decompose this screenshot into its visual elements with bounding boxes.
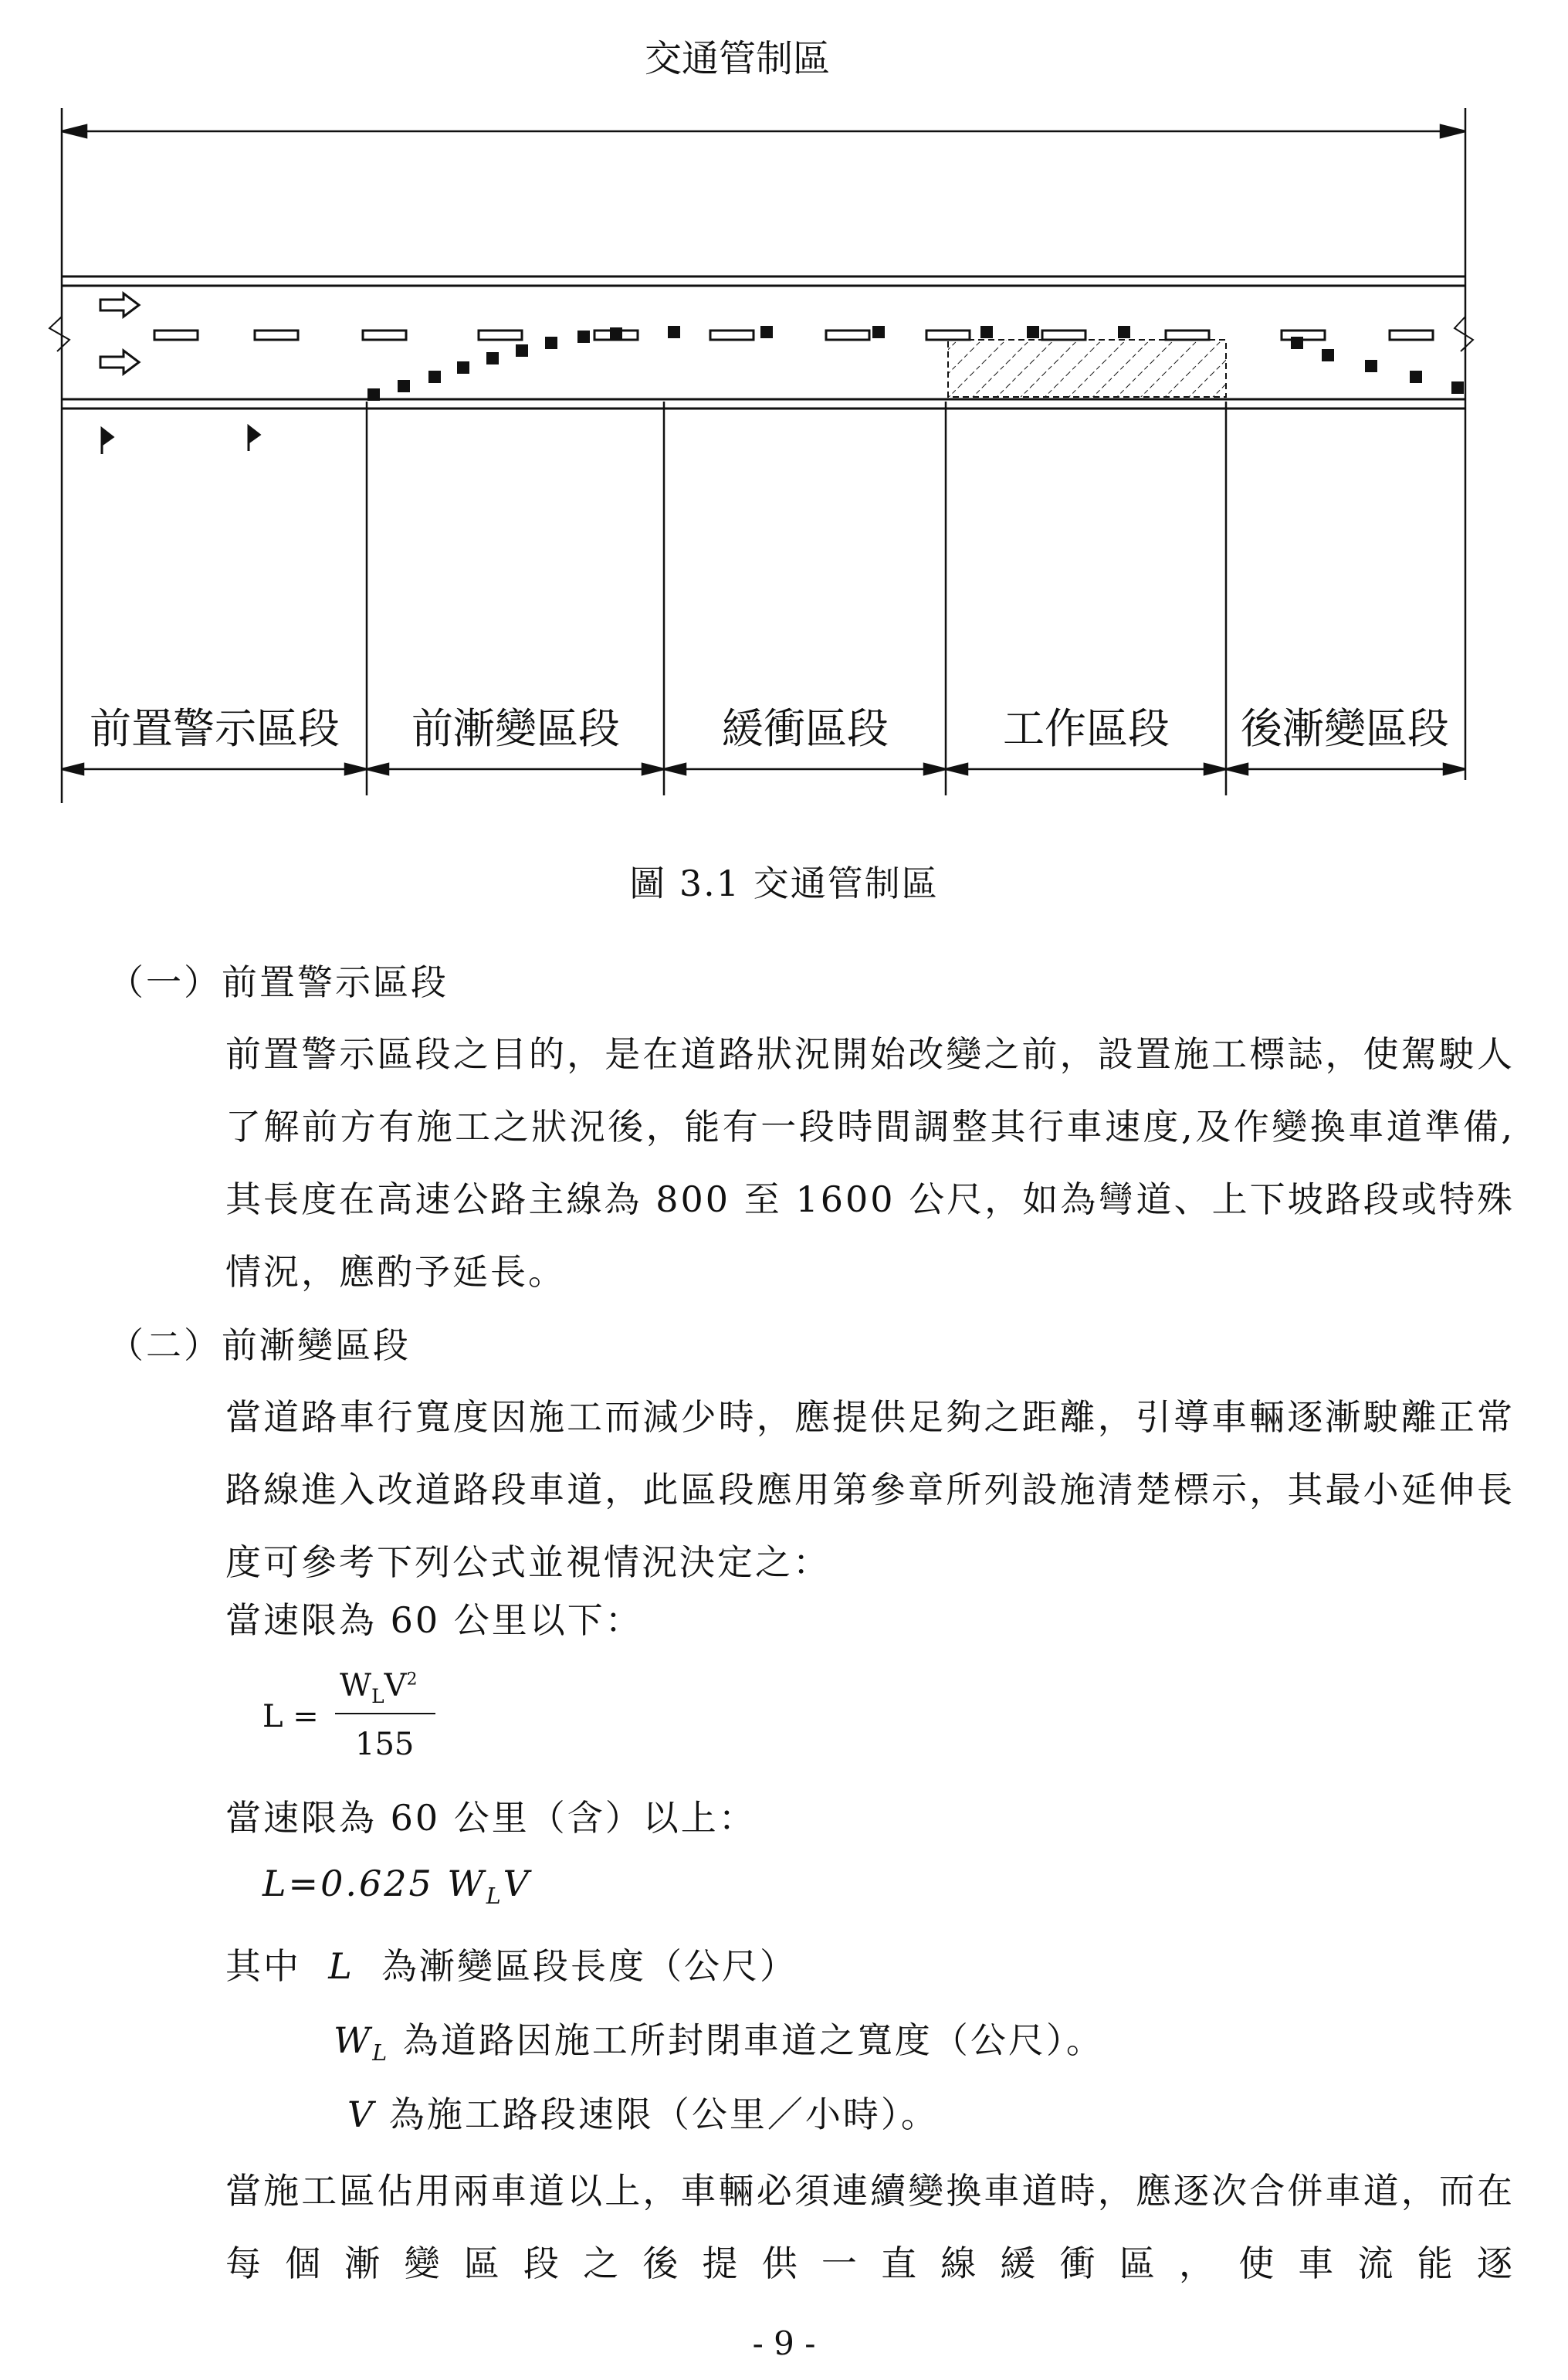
zone-label-transition: 前漸變區段: [411, 704, 620, 753]
zone-label-advance-warning: 前置警示區段: [90, 704, 340, 753]
overall-dimension-arrow: [62, 125, 1465, 137]
formula-lhs: L =: [262, 1699, 319, 1734]
lane-divider-dashes: [154, 331, 1433, 340]
traffic-control-zone-diagram: [0, 0, 1568, 819]
traffic-arrow-icon: [100, 293, 139, 374]
formula-above-60: L=0.625 $W_LV$: [262, 1863, 531, 1910]
zone-labels: [90, 704, 1449, 753]
variable-definition-WL: $W_L$ 為道路因施工所封閉車道之寬度（公尺）。: [334, 2019, 1104, 2066]
variable-definition-V: V 為施工路段速限（公里／小時）。: [347, 2094, 939, 2135]
road-edges: [62, 276, 1465, 409]
warning-sign-icon: [102, 426, 259, 454]
formula-below-60: [262, 1668, 448, 1768]
section-heading-advance-warning: （一）前置警示區段: [108, 961, 449, 1003]
road-break-right: [1455, 317, 1473, 351]
fraction-bar: [335, 1713, 435, 1714]
road-break-left: [49, 317, 69, 351]
speed-below-60-label: 當速限為 60 公里以下：: [225, 1599, 643, 1641]
zone-label-buffer: 緩衝區段: [722, 704, 889, 753]
channelizing-devices: [367, 326, 1464, 401]
zone-label-termination: 後漸變區段: [1241, 704, 1449, 753]
figure-caption: 圖 3.1 交通管制區: [629, 863, 939, 904]
formula-denominator: 155: [355, 1727, 415, 1762]
section-paragraph-transition: 當道路車行寬度因施工而減少時，應提供足夠之距離，引導車輛逐漸駛離正常路線進入改道路段車道，此區段應用第參章所列設施清楚標示，其最小延伸長度可參考下列公式並視情況決定之：: [225, 1396, 1515, 1583]
section-heading-transition: （二）前漸變區段: [108, 1324, 411, 1366]
multi-lane-paragraph: 當施工區佔用兩車道以上，車輛必須連續變換車道時，應逐次合併車道，而在每個漸變區段之後提供一直線緩衝區，使車流能逐: [225, 2170, 1515, 2284]
work-area-hatch: [948, 340, 1226, 397]
zone-label-work: 工作區段: [1003, 704, 1170, 753]
section-paragraph-advance-warning: 前置警示區段之目的，是在道路狀況開始改變之前，設置施工標誌，使駕駛人了解前方有施工之狀況後，能有一段時間調整其行車速度,及作變換車道準備,其長度在高速公路主線為 800 至 1600 公尺，如為彎道、上下坡路段或特殊情況，應酌予延長。: [225, 1033, 1515, 1293]
formula-numerator: $W_LV^2$: [340, 1668, 418, 1707]
speed-above-60-label: 當速限為 60 公里（含）以上：: [225, 1797, 757, 1839]
zone-dimension-arrows: [62, 764, 1465, 775]
variable-definition-L: 其中 L 為漸變區段長度（公尺）: [225, 1945, 798, 1987]
zone-boundary-lines: [62, 108, 1465, 803]
diagram-title: 交通管制區: [644, 37, 831, 80]
page-number: - 9 -: [752, 2324, 816, 2362]
